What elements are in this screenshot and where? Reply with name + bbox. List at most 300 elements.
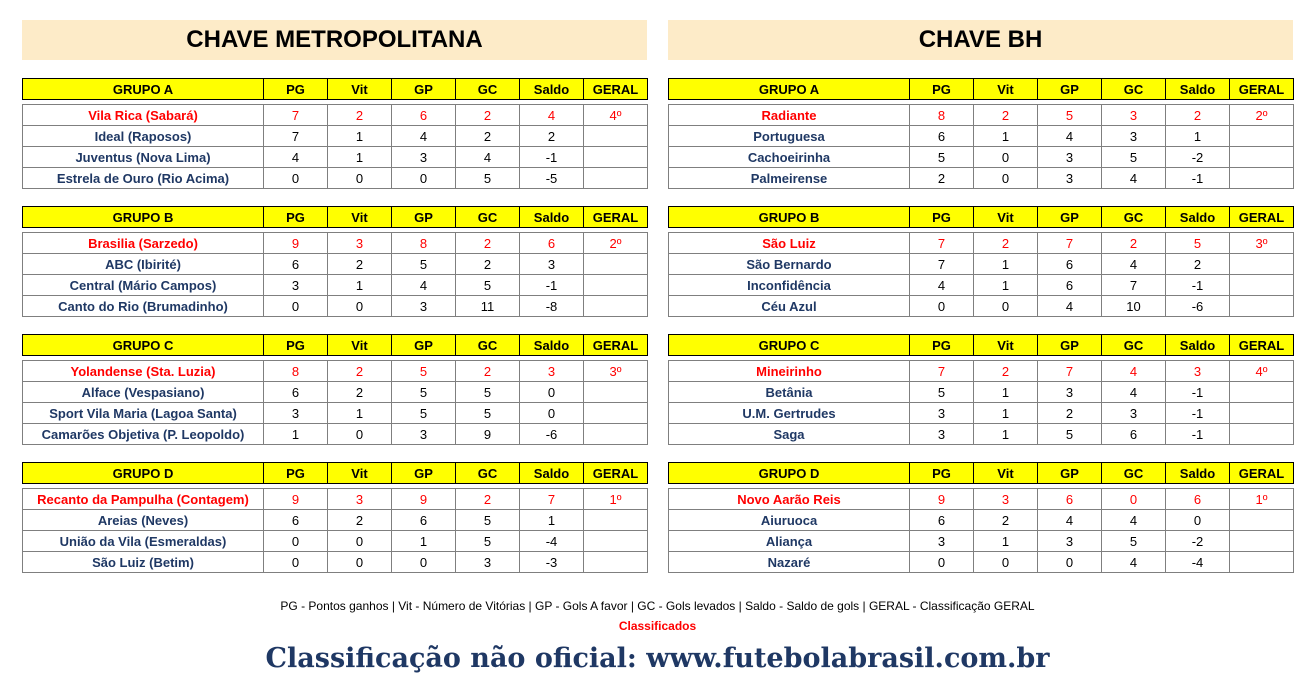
stat-pg: 3 <box>264 275 328 296</box>
table-row <box>669 275 1294 296</box>
stat-geral <box>584 424 648 445</box>
stat-pg: 9 <box>264 233 328 254</box>
column-header: Saldo <box>520 335 584 356</box>
stat-gc: 5 <box>456 403 520 424</box>
stat-gp: 3 <box>1038 531 1102 552</box>
column-header: GP <box>1038 79 1102 100</box>
stat-pg: 3 <box>264 403 328 424</box>
stat-gc: 2 <box>456 233 520 254</box>
stat-gp: 6 <box>1038 254 1102 275</box>
team-name: Camarões Objetiva (P. Leopoldo) <box>23 424 264 445</box>
stat-gc: 2 <box>456 489 520 510</box>
group-name: GRUPO B <box>23 207 264 228</box>
standings-table <box>668 206 1294 317</box>
standings-table <box>668 78 1294 189</box>
stat-gp: 4 <box>1038 126 1102 147</box>
stat-gc: 3 <box>456 552 520 573</box>
group-table-2 <box>22 206 647 317</box>
table-row <box>23 382 648 403</box>
stat-gc: 9 <box>456 424 520 445</box>
stat-gp: 3 <box>392 147 456 168</box>
stat-vit: 0 <box>328 296 392 317</box>
stat-pg: 0 <box>264 168 328 189</box>
stat-saldo: 7 <box>520 489 584 510</box>
column-header: GERAL <box>584 463 648 484</box>
column-header: GERAL <box>584 335 648 356</box>
table-row <box>23 531 648 552</box>
stat-pg: 1 <box>264 424 328 445</box>
stat-gc: 0 <box>1102 489 1166 510</box>
stat-pg: 5 <box>910 147 974 168</box>
groups-container <box>22 78 647 573</box>
stat-vit: 2 <box>328 382 392 403</box>
stat-saldo: 6 <box>520 233 584 254</box>
stat-gp: 5 <box>392 361 456 382</box>
column-header: Vit <box>328 79 392 100</box>
team-name: Recanto da Pampulha (Contagem) <box>23 489 264 510</box>
table-row <box>23 296 648 317</box>
stat-saldo: -1 <box>1166 382 1230 403</box>
stat-geral <box>584 403 648 424</box>
table-row <box>23 275 648 296</box>
stat-gp: 8 <box>392 233 456 254</box>
section-title: CHAVE METROPOLITANA <box>22 20 647 60</box>
stat-pg: 6 <box>910 510 974 531</box>
group-header-row <box>669 463 1294 484</box>
table-row <box>669 296 1294 317</box>
table-row <box>23 424 648 445</box>
stat-gc: 3 <box>1102 403 1166 424</box>
column-header: Saldo <box>520 79 584 100</box>
stat-saldo: -4 <box>1166 552 1230 573</box>
stat-geral <box>1230 552 1294 573</box>
stat-saldo: 3 <box>520 254 584 275</box>
team-name: Sport Vila Maria (Lagoa Santa) <box>23 403 264 424</box>
stat-vit: 0 <box>328 531 392 552</box>
stat-vit: 2 <box>974 105 1038 126</box>
team-name: Nazaré <box>669 552 910 573</box>
column-header: Vit <box>328 463 392 484</box>
table-row <box>669 147 1294 168</box>
stat-geral <box>1230 424 1294 445</box>
team-name: Areias (Neves) <box>23 510 264 531</box>
stat-pg: 6 <box>264 510 328 531</box>
stat-geral <box>1230 296 1294 317</box>
stat-gp: 6 <box>1038 489 1102 510</box>
stat-geral: 4º <box>1230 361 1294 382</box>
table-row <box>23 489 648 510</box>
stat-vit: 1 <box>328 126 392 147</box>
team-name: Ideal (Raposos) <box>23 126 264 147</box>
table-row <box>669 552 1294 573</box>
standings-table <box>668 462 1294 573</box>
stat-geral: 2º <box>1230 105 1294 126</box>
team-name: Radiante <box>669 105 910 126</box>
stat-gc: 4 <box>1102 510 1166 531</box>
team-name: Vila Rica (Sabará) <box>23 105 264 126</box>
column-header: PG <box>910 335 974 356</box>
stat-gp: 5 <box>1038 105 1102 126</box>
stat-saldo: -1 <box>1166 275 1230 296</box>
stat-saldo: -2 <box>1166 531 1230 552</box>
column-header: Saldo <box>1166 207 1230 228</box>
column-header: GP <box>392 463 456 484</box>
stat-pg: 0 <box>264 552 328 573</box>
stat-geral <box>1230 510 1294 531</box>
column-header: Vit <box>974 207 1038 228</box>
stat-pg: 5 <box>910 382 974 403</box>
column-header: GP <box>1038 207 1102 228</box>
table-row <box>669 105 1294 126</box>
stat-gc: 3 <box>1102 105 1166 126</box>
stat-pg: 6 <box>264 382 328 403</box>
stat-saldo: -1 <box>520 275 584 296</box>
stat-gp: 6 <box>392 105 456 126</box>
stat-geral <box>584 126 648 147</box>
stat-geral <box>584 275 648 296</box>
standings-table <box>22 462 648 573</box>
team-name: São Luiz (Betim) <box>23 552 264 573</box>
table-row <box>23 126 648 147</box>
stat-vit: 1 <box>974 126 1038 147</box>
stat-gc: 4 <box>456 147 520 168</box>
stat-pg: 0 <box>264 296 328 317</box>
stat-gc: 5 <box>1102 531 1166 552</box>
column-header: GERAL <box>584 79 648 100</box>
stat-vit: 2 <box>328 105 392 126</box>
group-table-1 <box>668 78 1293 189</box>
column-header: GP <box>392 335 456 356</box>
stat-gc: 2 <box>456 361 520 382</box>
column-header: GP <box>392 207 456 228</box>
stat-geral <box>1230 531 1294 552</box>
stat-vit: 1 <box>974 254 1038 275</box>
stat-vit: 0 <box>328 424 392 445</box>
team-name: Novo Aarão Reis <box>669 489 910 510</box>
stat-saldo: -1 <box>1166 424 1230 445</box>
group-name: GRUPO A <box>669 79 910 100</box>
column-header: Vit <box>328 335 392 356</box>
stat-gc: 2 <box>1102 233 1166 254</box>
stat-gc: 7 <box>1102 275 1166 296</box>
stat-pg: 8 <box>264 361 328 382</box>
stat-geral: 4º <box>584 105 648 126</box>
stat-pg: 7 <box>910 254 974 275</box>
stat-vit: 0 <box>328 552 392 573</box>
stat-geral <box>584 531 648 552</box>
stat-gp: 6 <box>392 510 456 531</box>
team-name: Yolandense (Sta. Luzia) <box>23 361 264 382</box>
stat-gc: 4 <box>1102 361 1166 382</box>
table-row <box>669 510 1294 531</box>
table-row <box>669 403 1294 424</box>
table-row <box>23 552 648 573</box>
team-name: Estrela de Ouro (Rio Acima) <box>23 168 264 189</box>
stat-geral: 1º <box>584 489 648 510</box>
section-chave-metropolitana <box>22 20 647 573</box>
stat-saldo: -8 <box>520 296 584 317</box>
stat-geral <box>584 552 648 573</box>
group-table-3 <box>668 334 1293 445</box>
stat-pg: 0 <box>910 552 974 573</box>
stat-geral <box>584 254 648 275</box>
stat-geral <box>1230 126 1294 147</box>
column-header: Saldo <box>520 207 584 228</box>
column-header: Vit <box>974 463 1038 484</box>
stat-gp: 7 <box>1038 233 1102 254</box>
column-header: GC <box>1102 463 1166 484</box>
stat-geral <box>1230 147 1294 168</box>
stat-geral <box>1230 168 1294 189</box>
stat-gp: 4 <box>1038 296 1102 317</box>
stat-saldo: 0 <box>520 403 584 424</box>
stat-gc: 5 <box>1102 147 1166 168</box>
stat-gc: 4 <box>1102 254 1166 275</box>
table-row <box>669 126 1294 147</box>
stat-pg: 6 <box>910 126 974 147</box>
stat-geral <box>584 510 648 531</box>
stat-vit: 3 <box>328 489 392 510</box>
column-header: GC <box>1102 207 1166 228</box>
stat-vit: 3 <box>328 233 392 254</box>
team-name: Inconfidência <box>669 275 910 296</box>
table-row <box>23 510 648 531</box>
stat-gp: 3 <box>1038 147 1102 168</box>
classified-label: Classificados <box>618 619 697 633</box>
standings-table <box>22 206 648 317</box>
stat-gc: 5 <box>456 275 520 296</box>
table-row <box>669 361 1294 382</box>
column-header: GERAL <box>1230 463 1294 484</box>
section-title: CHAVE BH <box>668 20 1293 60</box>
table-row <box>23 361 648 382</box>
stat-saldo: -5 <box>520 168 584 189</box>
stat-saldo: -2 <box>1166 147 1230 168</box>
column-header: Vit <box>974 335 1038 356</box>
team-name: Canto do Rio (Brumadinho) <box>23 296 264 317</box>
stat-geral: 3º <box>1230 233 1294 254</box>
column-header: GC <box>456 79 520 100</box>
group-name: GRUPO C <box>23 335 264 356</box>
group-table-2 <box>668 206 1293 317</box>
stat-saldo: 4 <box>520 105 584 126</box>
stat-pg: 8 <box>910 105 974 126</box>
stat-vit: 0 <box>974 552 1038 573</box>
stat-gc: 4 <box>1102 168 1166 189</box>
stat-gp: 5 <box>392 254 456 275</box>
group-name: GRUPO A <box>23 79 264 100</box>
team-name: Aliança <box>669 531 910 552</box>
stat-gc: 2 <box>456 126 520 147</box>
section-chave-bh <box>668 20 1293 573</box>
stat-gp: 9 <box>392 489 456 510</box>
column-header: PG <box>910 463 974 484</box>
stat-pg: 2 <box>910 168 974 189</box>
team-name: Mineirinho <box>669 361 910 382</box>
stat-geral: 3º <box>584 361 648 382</box>
column-header: Saldo <box>1166 79 1230 100</box>
stat-gc: 5 <box>456 531 520 552</box>
stat-vit: 0 <box>974 168 1038 189</box>
table-row <box>23 147 648 168</box>
stat-vit: 0 <box>974 147 1038 168</box>
team-name: Alface (Vespasiano) <box>23 382 264 403</box>
team-name: União da Vila (Esmeraldas) <box>23 531 264 552</box>
stat-gp: 2 <box>1038 403 1102 424</box>
table-row <box>669 382 1294 403</box>
group-name: GRUPO D <box>669 463 910 484</box>
table-row <box>669 168 1294 189</box>
team-name: Céu Azul <box>669 296 910 317</box>
stat-saldo: 2 <box>520 126 584 147</box>
stat-pg: 0 <box>264 531 328 552</box>
stat-pg: 3 <box>910 531 974 552</box>
stat-saldo: -1 <box>520 147 584 168</box>
stat-gc: 5 <box>456 510 520 531</box>
stat-vit: 1 <box>974 424 1038 445</box>
stat-geral: 1º <box>1230 489 1294 510</box>
stat-gp: 0 <box>392 552 456 573</box>
team-name: Betânia <box>669 382 910 403</box>
groups-container <box>668 78 1293 573</box>
stat-pg: 3 <box>910 403 974 424</box>
team-name: Brasilia (Sarzedo) <box>23 233 264 254</box>
stat-gp: 3 <box>392 296 456 317</box>
column-header: GC <box>456 335 520 356</box>
stat-saldo: -3 <box>520 552 584 573</box>
stat-pg: 7 <box>264 105 328 126</box>
column-header: Vit <box>328 207 392 228</box>
stat-gc: 2 <box>456 254 520 275</box>
table-row <box>23 233 648 254</box>
column-header: GP <box>1038 463 1102 484</box>
column-header: GERAL <box>584 207 648 228</box>
stat-geral <box>1230 254 1294 275</box>
team-name: São Luiz <box>669 233 910 254</box>
stat-saldo: 2 <box>1166 254 1230 275</box>
stat-gp: 4 <box>1038 510 1102 531</box>
stat-geral: 2º <box>584 233 648 254</box>
table-row <box>23 254 648 275</box>
table-row <box>669 489 1294 510</box>
stat-gp: 0 <box>1038 552 1102 573</box>
group-table-3 <box>22 334 647 445</box>
stat-gp: 5 <box>392 403 456 424</box>
team-name: Portuguesa <box>669 126 910 147</box>
stat-gp: 3 <box>1038 168 1102 189</box>
stat-vit: 1 <box>974 382 1038 403</box>
group-header-row <box>23 335 648 356</box>
table-row <box>669 424 1294 445</box>
group-name: GRUPO C <box>669 335 910 356</box>
stat-gc: 4 <box>1102 552 1166 573</box>
column-header: GERAL <box>1230 79 1294 100</box>
stat-saldo: -6 <box>520 424 584 445</box>
standings-table <box>22 78 648 189</box>
stat-geral <box>1230 275 1294 296</box>
column-header: GP <box>1038 335 1102 356</box>
stat-vit: 1 <box>328 403 392 424</box>
column-header: Saldo <box>520 463 584 484</box>
stat-vit: 2 <box>328 254 392 275</box>
stat-saldo: -1 <box>1166 403 1230 424</box>
group-table-4 <box>22 462 647 573</box>
group-table-1 <box>22 78 647 189</box>
stat-pg: 9 <box>910 489 974 510</box>
stat-saldo: -1 <box>1166 168 1230 189</box>
column-header: Saldo <box>1166 335 1230 356</box>
team-name: Saga <box>669 424 910 445</box>
stat-saldo: 0 <box>520 382 584 403</box>
stat-vit: 2 <box>974 361 1038 382</box>
table-row <box>23 168 648 189</box>
stat-pg: 6 <box>264 254 328 275</box>
column-header: Vit <box>974 79 1038 100</box>
column-header: PG <box>264 207 328 228</box>
stat-vit: 0 <box>328 168 392 189</box>
team-name: U.M. Gertrudes <box>669 403 910 424</box>
column-header: GERAL <box>1230 335 1294 356</box>
column-header: PG <box>910 207 974 228</box>
stat-gc: 4 <box>1102 382 1166 403</box>
stat-vit: 1 <box>974 403 1038 424</box>
stat-saldo: 1 <box>520 510 584 531</box>
stat-geral <box>584 147 648 168</box>
stat-pg: 0 <box>910 296 974 317</box>
column-header: GC <box>1102 79 1166 100</box>
column-header: GC <box>456 207 520 228</box>
stat-gc: 3 <box>1102 126 1166 147</box>
group-name: GRUPO B <box>669 207 910 228</box>
group-name: GRUPO D <box>23 463 264 484</box>
team-name: Aiuruoca <box>669 510 910 531</box>
group-table-4 <box>668 462 1293 573</box>
stat-pg: 3 <box>910 424 974 445</box>
stat-saldo: 6 <box>1166 489 1230 510</box>
stat-saldo: 2 <box>1166 105 1230 126</box>
stat-gp: 3 <box>392 424 456 445</box>
stat-saldo: 1 <box>1166 126 1230 147</box>
stat-geral <box>584 382 648 403</box>
team-name: Palmeirense <box>669 168 910 189</box>
stat-gp: 0 <box>392 168 456 189</box>
stat-vit: 2 <box>974 510 1038 531</box>
group-header-row <box>23 79 648 100</box>
column-header: Saldo <box>1166 463 1230 484</box>
column-header: PG <box>264 463 328 484</box>
stat-pg: 7 <box>910 233 974 254</box>
column-header: GERAL <box>1230 207 1294 228</box>
stat-vit: 2 <box>328 510 392 531</box>
stat-gp: 6 <box>1038 275 1102 296</box>
stat-vit: 3 <box>974 489 1038 510</box>
stat-gp: 4 <box>392 275 456 296</box>
stat-pg: 4 <box>910 275 974 296</box>
stat-pg: 7 <box>264 126 328 147</box>
stat-geral <box>1230 403 1294 424</box>
stat-vit: 1 <box>974 531 1038 552</box>
team-name: Cachoeirinha <box>669 147 910 168</box>
stat-saldo: -4 <box>520 531 584 552</box>
stat-saldo: 3 <box>520 361 584 382</box>
stat-saldo: 0 <box>1166 510 1230 531</box>
stat-pg: 7 <box>910 361 974 382</box>
table-row <box>669 233 1294 254</box>
stat-geral <box>584 296 648 317</box>
stat-gp: 5 <box>1038 424 1102 445</box>
stat-saldo: -6 <box>1166 296 1230 317</box>
table-row <box>669 254 1294 275</box>
